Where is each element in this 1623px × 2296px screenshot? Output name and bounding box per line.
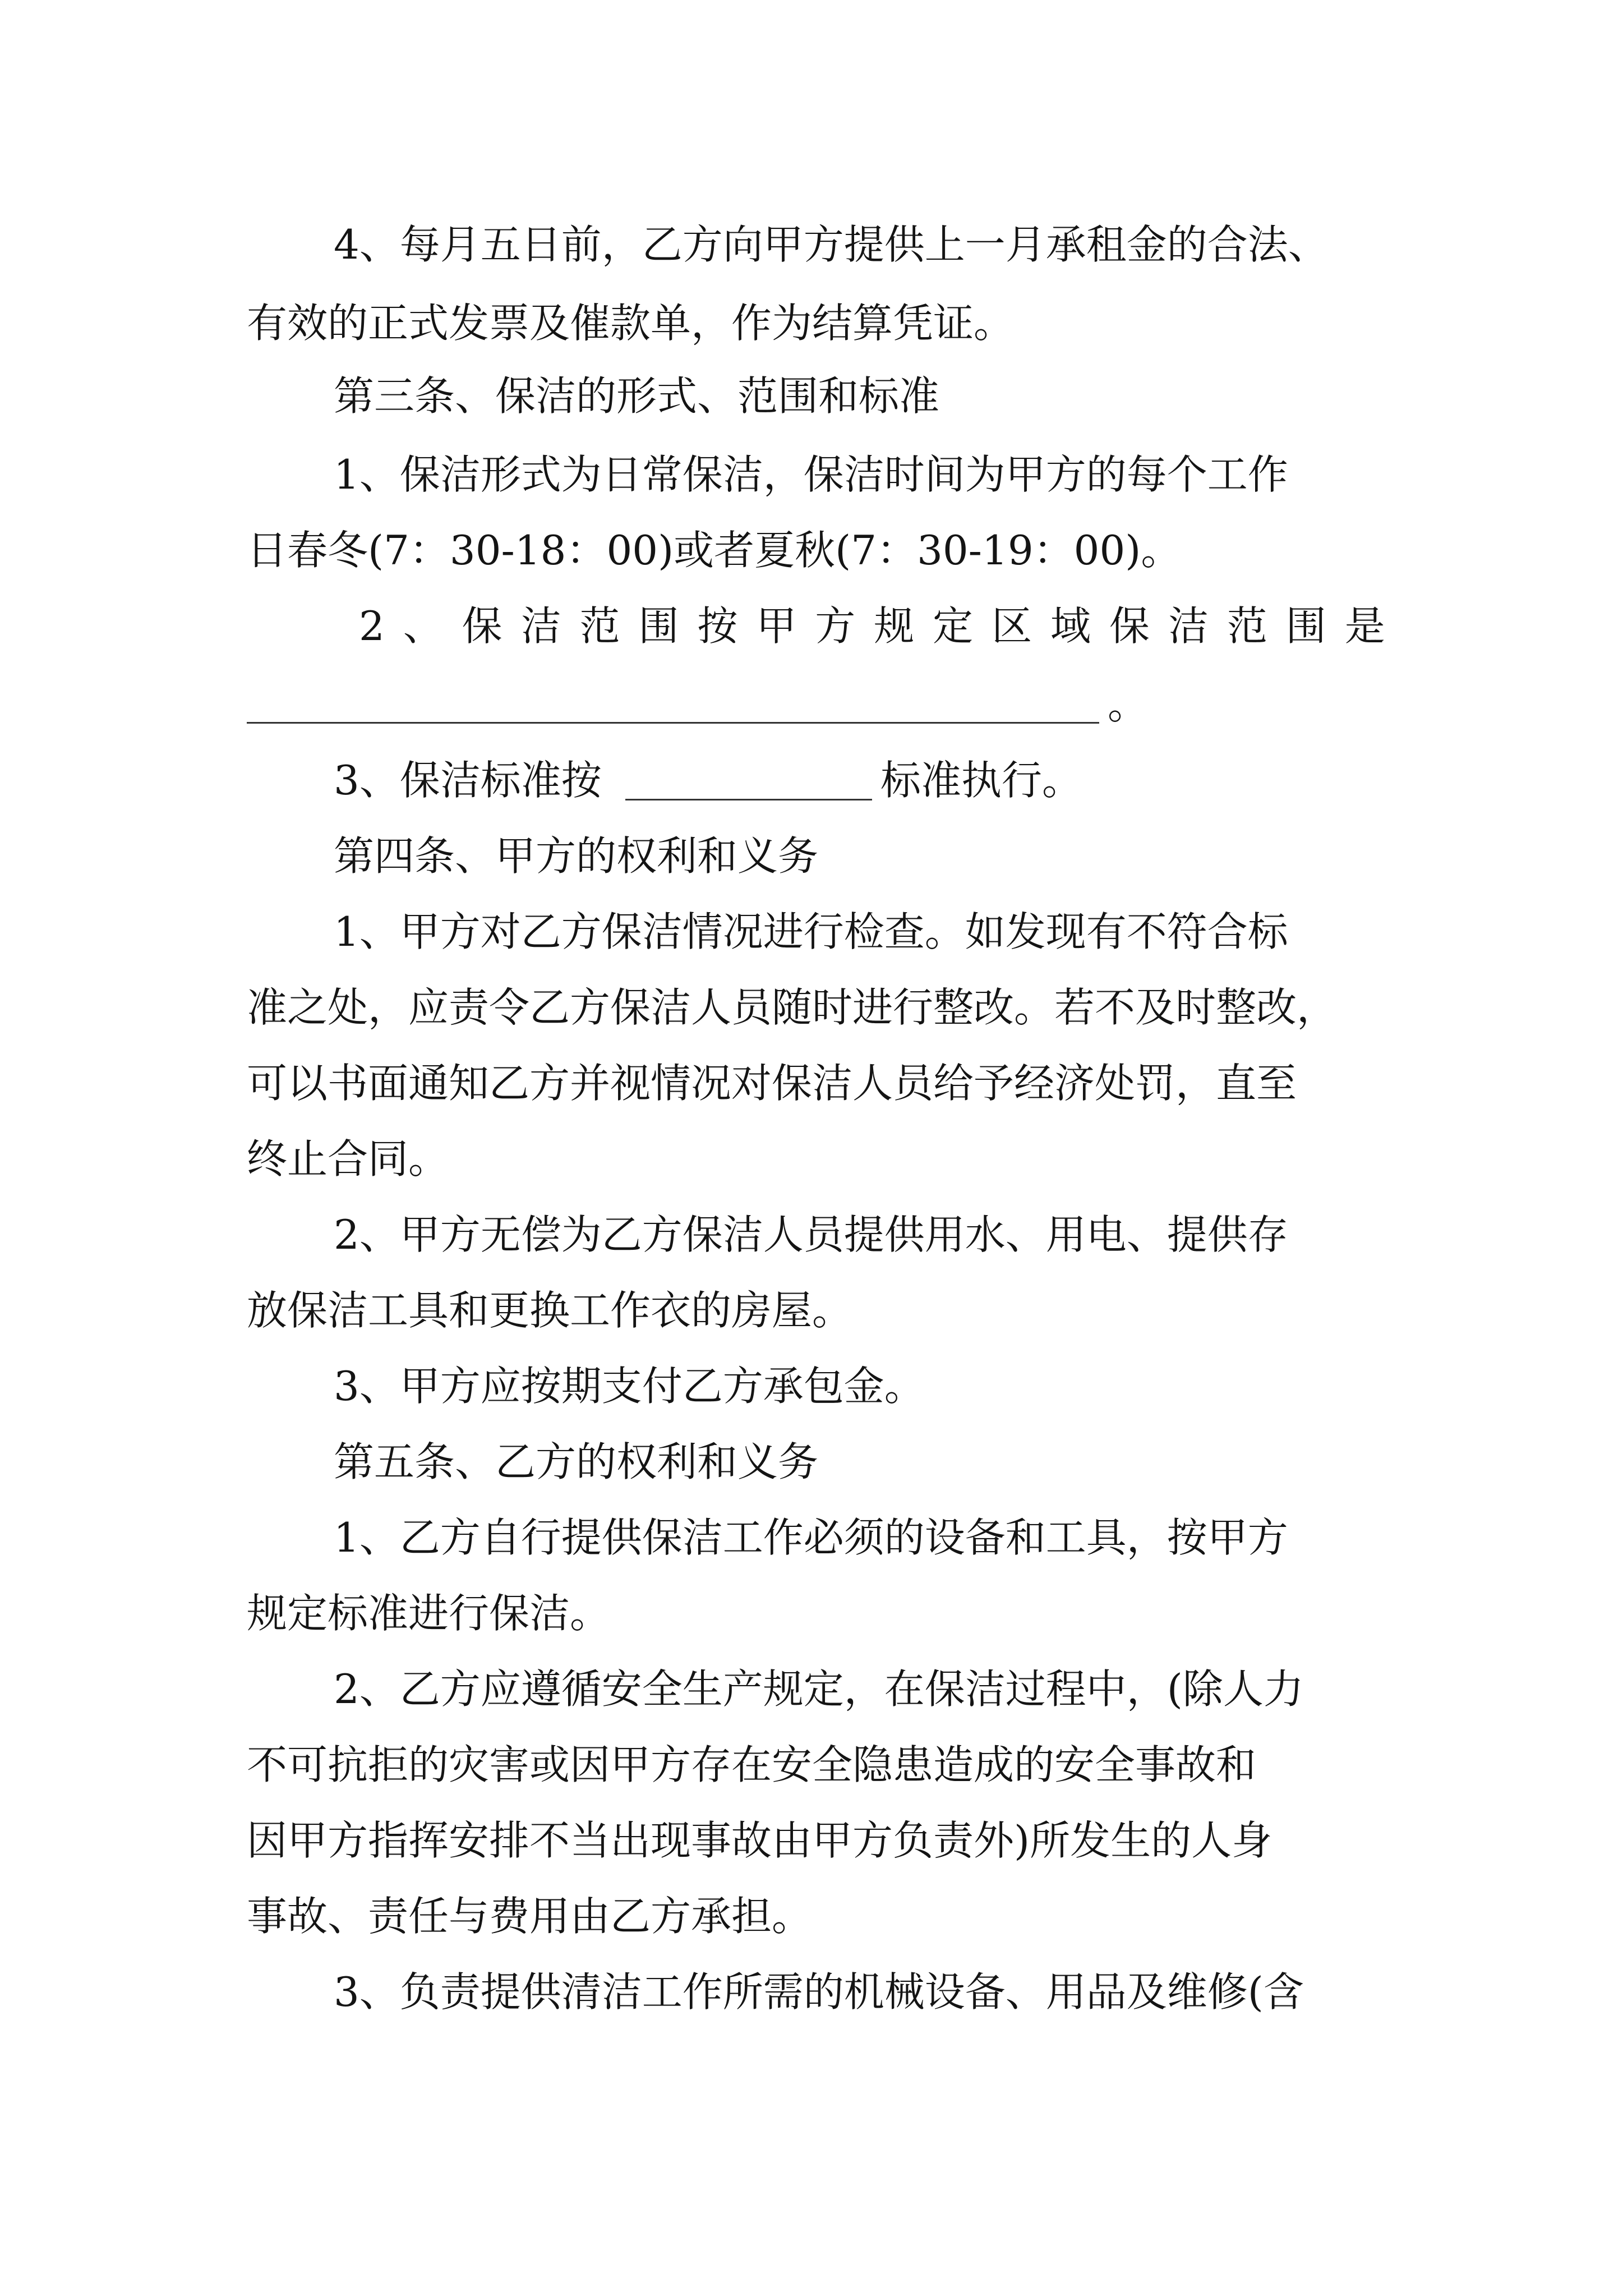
fill-in-blank[interactable] xyxy=(625,758,872,800)
paragraph-line: 不可抗拒的灾害或因甲方存在安全隐患造成的安全事故和 xyxy=(247,1741,1257,1788)
fill-in-blank[interactable] xyxy=(247,682,1099,724)
paragraph-line: 日春冬(7：30-18：00)或者夏秋(7：30-19：00)。 xyxy=(247,527,1182,574)
paragraph-line: 标准执行。 xyxy=(880,757,1083,804)
section-heading-3: 第三条、保洁的形式、范围和标准 xyxy=(334,372,940,420)
paragraph-line: 放保洁工具和更换工作衣的房屋。 xyxy=(247,1287,853,1334)
section-heading-4: 第四条、甲方的权利和义务 xyxy=(334,832,819,880)
paragraph-line: 事故、责任与费用由乙方承担。 xyxy=(247,1893,813,1940)
paragraph-line: 3、保洁标准按 xyxy=(334,757,602,804)
paragraph-line: 3、负责提供清洁工作所需的机械设备、用品及维修(含 xyxy=(334,1968,1304,2016)
paragraph-line: 1、乙方自行提供保洁工作必须的设备和工具，按甲方 xyxy=(334,1514,1288,1561)
paragraph-line: 规定标准进行保洁。 xyxy=(247,1590,611,1637)
paragraph-line: 1、甲方对乙方保洁情况进行检查。如发现有不符合标 xyxy=(334,908,1288,955)
paragraph-line: 因甲方指挥安排不当出现事故由甲方负责外)所发生的人身 xyxy=(247,1817,1272,1864)
paragraph-line: 。 xyxy=(1108,681,1149,728)
paragraph-line-spread: 2 、 保 洁 范 围 按 甲 方 规 定 区 域 保 洁 范 围 是 xyxy=(359,602,1385,650)
paragraph-line: 2、乙方应遵循安全生产规定，在保洁过程中，(除人力 xyxy=(334,1665,1304,1713)
paragraph-line: 有效的正式发票及催款单，作为结算凭证。 xyxy=(247,300,1015,347)
paragraph-line: 1、保洁形式为日常保洁，保洁时间为甲方的每个工作 xyxy=(334,451,1288,498)
paragraph-line: 可以书面通知乙方并视情况对保洁人员给予经济处罚，直至 xyxy=(247,1060,1297,1107)
paragraph-line: 准之处，应责令乙方保洁人员随时进行整改。若不及时整改， xyxy=(247,984,1338,1031)
paragraph-line: 3、甲方应按期支付乙方承包金。 xyxy=(334,1363,925,1410)
section-heading-5: 第五条、乙方的权利和义务 xyxy=(334,1438,819,1485)
paragraph-line: 终止合同。 xyxy=(247,1135,449,1182)
paragraph-line: 4、每月五日前，乙方向甲方提供上一月承租金的合法、 xyxy=(334,221,1329,268)
paragraph-line: 2、甲方无偿为乙方保洁人员提供用水、用电、提供存 xyxy=(334,1211,1288,1258)
